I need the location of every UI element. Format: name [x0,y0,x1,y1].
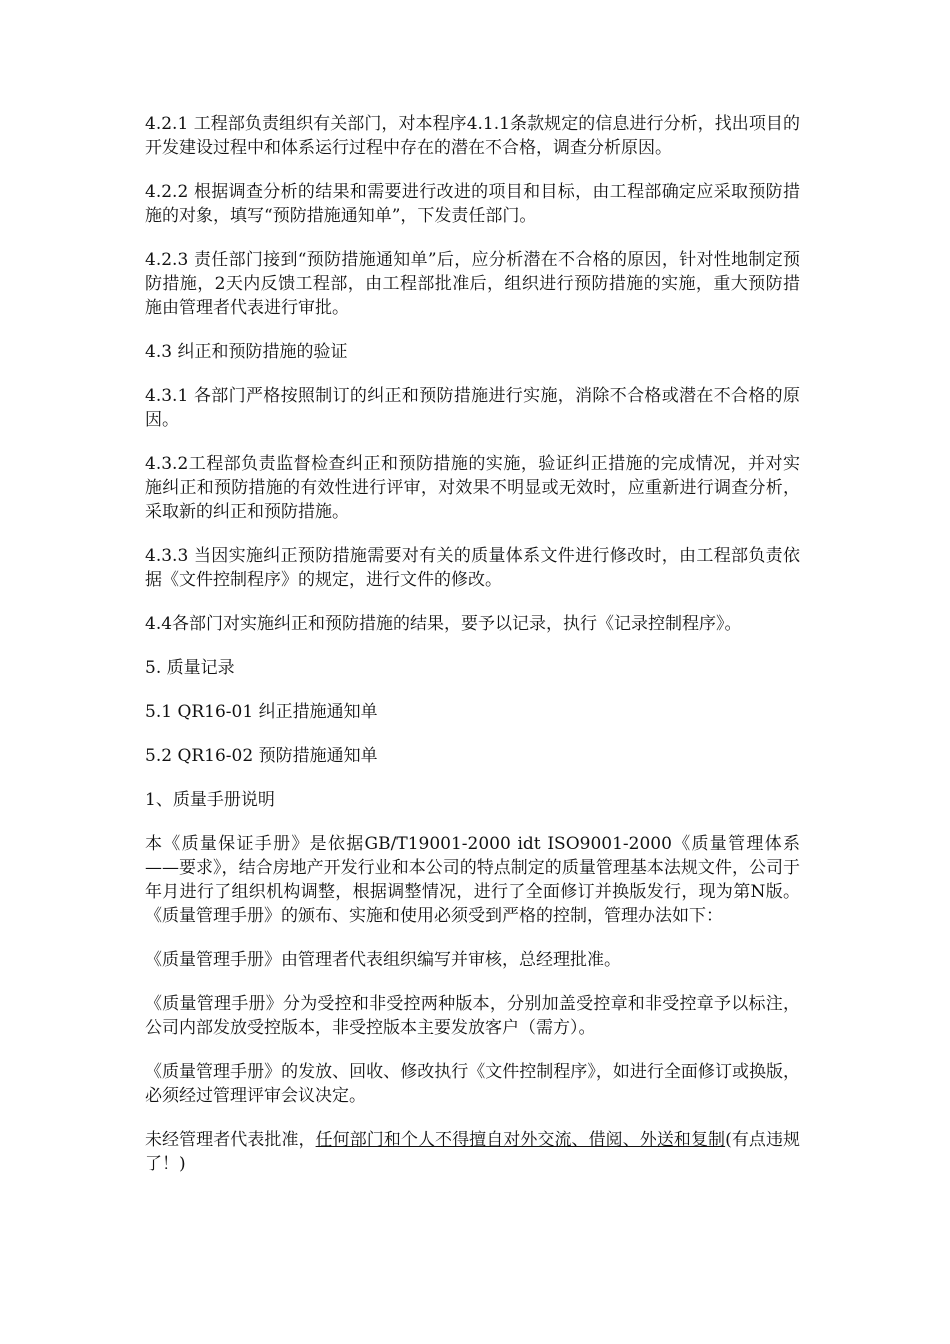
paragraph-4-3-1: 4.3.1 各部门严格按照制订的纠正和预防措施进行实施，消除不合格或潜在不合格的原因。 [145,386,800,430]
record-item-5-2: 5.2 QR16-02 预防措施通知单 [145,746,378,766]
heading-5-quality-records: 5. 质量记录 [145,658,235,678]
restriction-underlined-text: 任何部门和个人不得擅自对外交流、借阅、外送和复制 [315,1130,726,1150]
heading-manual-description: 1、质量手册说明 [145,790,275,810]
paragraph-manual-versions: 《质量管理手册》分为受控和非受控两种版本，分别加盖受控章和非受控章予以标注，公司内部发放受控版本，非受控版本主要发放客户（需方）。 [145,994,800,1038]
paragraph-4-3-3: 4.3.3 当因实施纠正预防措施需要对有关的质量体系文件进行修改时，由工程部负责依据《文件控制程序》的规定，进行文件的修改。 [145,546,800,590]
heading-4-3: 4.3 纠正和预防措施的验证 [145,342,348,362]
paragraph-manual-approval: 《质量管理手册》由管理者代表组织编写并审核，总经理批准。 [145,950,621,970]
paragraph-4-2-1: 4.2.1 工程部负责组织有关部门，对本程序4.1.1条款规定的信息进行分析，找出项目的开发建设过程中和体系运行过程中存在的潜在不合格，调查分析原因。 [145,114,800,158]
record-item-5-1: 5.1 QR16-01 纠正措施通知单 [145,702,378,722]
paragraph-manual-restriction [145,1128,800,1176]
paragraph-manual-distribution: 《质量管理手册》的发放、回收、修改执行《文件控制程序》，如进行全面修订或换版，必须经过管理评审会议决定。 [145,1062,800,1106]
paragraph-manual-intro: 本《质量保证手册》是依据GB/T19001-2000 idt ISO9001-2000《质量管理体系——要求》，结合房地产开发行业和本公司的特点制定的质量管理基本法规文件，公司于年月进行了组织机构调整，根据调整情况，进行了全面修订并换版发行，现为第N版。《质量管理手册》的颁布、实施和使用必须受到严格的控制，管理办法如下： [145,834,800,926]
paragraph-4-2-3: 4.2.3 责任部门接到“预防措施通知单”后，应分析潜在不合格的原因，针对性地制定预防措施，2天内反馈工程部，由工程部批准后，组织进行预防措施的实施，重大预防措施由管理者代表进行审批。 [145,250,800,318]
paragraph-4-4: 4.4各部门对实施纠正和预防措施的结果，要予以记录，执行《记录控制程序》。 [145,614,742,634]
restriction-suffix: (有点违规了！) [145,1130,801,1174]
paragraph-4-2-2: 4.2.2 根据调查分析的结果和需要进行改进的项目和目标，由工程部确定应采取预防措施的对象，填写“预防措施通知单”，下发责任部门。 [145,182,800,226]
document-body [145,112,800,1196]
paragraph-4-3-2: 4.3.2工程部负责监督检查纠正和预防措施的实施，验证纠正措施的完成情况，并对实施纠正和预防措施的有效性进行评审，对效果不明显或无效时，应重新进行调查分析，采取新的纠正和预防措施。 [145,454,800,522]
restriction-prefix: 未经管理者代表批准， [145,1130,316,1150]
